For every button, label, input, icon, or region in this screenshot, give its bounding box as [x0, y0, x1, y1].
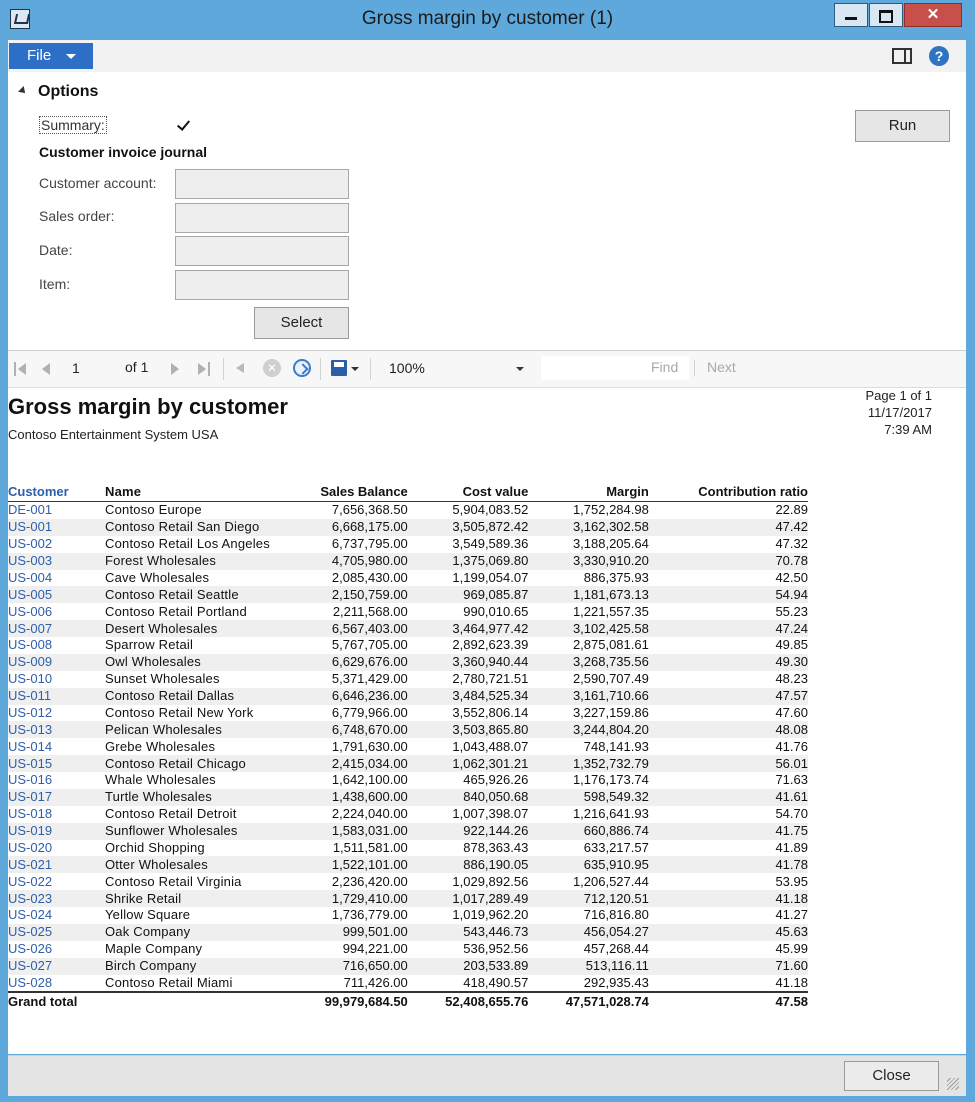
customer-link[interactable]: US-007 [8, 620, 105, 637]
sales-balance: 2,150,759.00 [281, 586, 408, 603]
total-sales-balance: 99,979,684.50 [281, 992, 408, 1011]
customer-link[interactable]: US-005 [8, 586, 105, 603]
table-row [8, 823, 808, 840]
contribution-ratio: 42.50 [775, 569, 808, 585]
column-header: Contribution ratio [649, 484, 808, 502]
margin: 598,549.32 [528, 789, 649, 806]
sales-balance: 2,224,040.00 [331, 806, 408, 822]
table-row [8, 637, 808, 654]
window-title: Gross margin by customer (1) [361, 8, 614, 29]
table-row [8, 688, 808, 705]
customer-link[interactable]: US-001 [8, 519, 105, 536]
contribution-ratio: 48.08 [649, 721, 808, 738]
table-row [8, 671, 808, 688]
customer-name: Contoso Retail Detroit [105, 806, 237, 822]
customer-link[interactable]: US-013 [8, 721, 105, 738]
table-row [8, 941, 808, 958]
date-label: Date: [39, 242, 73, 258]
customer-link[interactable]: US-022 [8, 873, 53, 889]
margin: 1,181,673.13 [528, 586, 649, 603]
margin: 3,102,425.58 [528, 620, 649, 637]
contribution-ratio: 55.23 [775, 603, 808, 619]
margin: 3,161,710.66 [528, 688, 649, 705]
summary-label: Summary: [41, 117, 105, 133]
cost-value: 5,904,083.52 [452, 502, 529, 518]
cost-value: 840,050.68 [408, 789, 529, 806]
contribution-ratio: 49.85 [775, 637, 808, 653]
file-menu-label: File [27, 47, 52, 64]
report-page [8, 388, 966, 1054]
cost-value: 536,952.56 [463, 941, 529, 957]
table-row [8, 840, 808, 857]
table-row [8, 536, 808, 553]
customer-name: Contoso Retail Seattle [105, 586, 281, 603]
sales-balance: 2,085,430.00 [331, 569, 408, 585]
section-title: Customer invoice journal [39, 144, 208, 160]
customer-name: Grebe Wholesales [105, 738, 216, 754]
customer-link[interactable]: DE-001 [8, 502, 53, 518]
margin: 3,268,735.56 [528, 654, 649, 671]
table-row [8, 924, 808, 941]
minimize-button[interactable] [834, 3, 868, 27]
customer-account-field[interactable] [175, 169, 349, 199]
report-viewer-toolbar [8, 351, 966, 388]
customer-link[interactable]: US-006 [8, 603, 53, 619]
customer-name: Pelican Wholesales [105, 721, 281, 738]
item-label: Item: [39, 276, 71, 292]
cost-value: 1,019,962.20 [452, 907, 529, 923]
customer-link[interactable]: US-017 [8, 789, 105, 806]
contribution-ratio: 53.95 [775, 873, 808, 889]
cost-value: 990,010.65 [463, 603, 529, 619]
customer-link[interactable]: US-011 [8, 688, 105, 705]
menu-bar [8, 40, 966, 72]
margin: 748,141.93 [583, 738, 649, 754]
contribution-ratio: 22.89 [775, 502, 808, 518]
table-row [8, 586, 808, 603]
cost-value: 3,484,525.34 [408, 688, 529, 705]
customer-link[interactable]: US-012 [8, 704, 53, 720]
customer-name: Orchid Shopping [105, 839, 205, 855]
contribution-ratio: 56.01 [649, 755, 808, 772]
margin: 2,590,707.49 [572, 671, 649, 687]
customer-name: Contoso Retail New York [105, 704, 254, 720]
margin: 1,216,641.93 [572, 806, 649, 822]
customer-link[interactable]: US-024 [8, 907, 53, 923]
sales-balance: 5,371,429.00 [331, 671, 408, 687]
close-button[interactable]: Close [844, 1061, 939, 1091]
margin: 1,206,527.44 [572, 873, 649, 889]
contribution-ratio: 54.70 [775, 806, 808, 822]
contribution-ratio: 41.78 [649, 856, 808, 873]
sales-balance: 6,668,175.00 [281, 519, 408, 536]
sales-balance: 6,748,670.00 [281, 721, 408, 738]
maximize-icon [879, 10, 893, 23]
summary-checkbox[interactable] [176, 117, 192, 133]
cost-value: 3,505,872.42 [408, 519, 529, 536]
sales-balance: 2,415,034.00 [281, 755, 408, 772]
cost-value: 1,062,301.21 [408, 755, 529, 772]
table-row [8, 975, 808, 993]
item-field[interactable] [175, 270, 349, 300]
customer-name: Contoso Retail San Diego [105, 519, 281, 536]
margin: 635,910.95 [528, 856, 649, 873]
total-margin: 47,571,028.74 [528, 992, 649, 1011]
stop-icon[interactable]: ✕ [263, 359, 281, 377]
sales-balance: 6,567,403.00 [281, 620, 408, 637]
sales-balance: 6,646,236.00 [281, 688, 408, 705]
column-header: Margin [528, 484, 649, 502]
contribution-ratio: 49.30 [649, 654, 808, 671]
column-header: Name [105, 484, 281, 502]
cost-value: 1,375,069.80 [408, 553, 529, 570]
cost-value: 969,085.87 [408, 586, 529, 603]
customer-name: Sunflower Wholesales [105, 823, 281, 840]
sales-balance: 2,211,568.00 [332, 603, 408, 619]
close-icon: ✕ [926, 6, 940, 23]
margin: 1,752,284.98 [572, 502, 649, 518]
page-info: Page 1 of 1 [865, 388, 932, 403]
grand-total-row [8, 992, 808, 1011]
contribution-ratio: 71.60 [649, 958, 808, 975]
margin: 3,330,910.20 [528, 553, 649, 570]
customer-name: Contoso Retail Dallas [105, 688, 281, 705]
table-row [8, 907, 808, 924]
options-panel [8, 72, 966, 351]
report-subtitle: Contoso Entertainment System USA [8, 427, 219, 442]
table-row [8, 603, 808, 620]
cost-value: 418,490.57 [463, 974, 529, 990]
customer-name: Contoso Retail Chicago [105, 755, 281, 772]
contribution-ratio: 41.61 [649, 789, 808, 806]
margin: 716,816.80 [583, 907, 649, 923]
table-row [8, 772, 808, 789]
sales-balance: 6,779,966.00 [331, 704, 408, 720]
zoom-select[interactable]: 100% [389, 360, 425, 376]
column-header: Customer [8, 484, 105, 502]
customer-name: Maple Company [105, 941, 203, 957]
contribution-ratio: 41.18 [649, 890, 808, 907]
customer-name: Cave Wholesales [105, 569, 210, 585]
cost-value: 1,017,289.49 [408, 890, 529, 907]
table-row [8, 721, 808, 738]
customer-link[interactable]: US-004 [8, 569, 53, 585]
customer-link[interactable]: US-026 [8, 941, 53, 957]
sales-balance: 999,501.00 [281, 924, 408, 941]
customer-link[interactable]: US-025 [8, 924, 105, 941]
customer-name: Contoso Retail Portland [105, 603, 247, 619]
sales-balance: 6,629,676.00 [281, 654, 408, 671]
total-cost-value: 52,408,655.76 [408, 992, 529, 1011]
customer-name: Birch Company [105, 958, 281, 975]
find-next-button[interactable]: Next [707, 359, 736, 375]
cost-value: 1,029,892.56 [452, 873, 529, 889]
margin: 292,935.43 [583, 974, 649, 990]
column-header: Cost value [408, 484, 529, 502]
customer-link[interactable]: US-009 [8, 654, 105, 671]
page-count: of 1 [125, 359, 149, 375]
sales-balance: 716,650.00 [281, 958, 408, 975]
cost-value: 2,780,721.51 [452, 671, 529, 687]
contribution-ratio: 45.63 [649, 924, 808, 941]
maximize-button[interactable] [869, 3, 903, 27]
sales-balance: 711,426.00 [343, 974, 408, 990]
sales-balance: 2,236,420.00 [331, 873, 408, 889]
sales-order-label: Sales order: [39, 208, 115, 224]
cost-value: 3,360,940.44 [408, 654, 529, 671]
margin: 1,221,557.35 [572, 603, 649, 619]
margin: 1,352,732.79 [528, 755, 649, 772]
chevron-down-icon[interactable] [516, 367, 524, 371]
run-button[interactable]: Run [855, 110, 950, 142]
resize-grip-icon[interactable] [947, 1078, 959, 1090]
margin: 513,116.11 [528, 958, 649, 975]
cost-value: 465,926.26 [463, 772, 529, 788]
margin: 886,375.93 [583, 569, 649, 585]
sales-balance: 1,642,100.00 [331, 772, 408, 788]
contribution-ratio: 71.63 [775, 772, 808, 788]
report-date: 11/17/2017 [867, 405, 932, 420]
table-row [8, 519, 808, 536]
table-row [8, 553, 808, 570]
customer-name: Sunset Wholesales [105, 671, 220, 687]
previous-page-icon[interactable] [42, 363, 50, 375]
margin: 633,217.57 [583, 839, 649, 855]
customer-link[interactable]: US-020 [8, 839, 53, 855]
customer-name: Whale Wholesales [105, 772, 216, 788]
file-menu-button[interactable] [9, 43, 93, 69]
contribution-ratio: 54.94 [649, 586, 808, 603]
table-row [8, 620, 808, 637]
cost-value: 886,190.05 [408, 856, 529, 873]
customer-name: Shrike Retail [105, 890, 281, 907]
customer-link[interactable]: US-019 [8, 823, 105, 840]
report-time: 7:39 AM [884, 422, 932, 437]
customer-name: Sparrow Retail [105, 637, 194, 653]
cost-value: 1,043,488.07 [452, 738, 529, 754]
margin: 3,227,159.86 [572, 704, 649, 720]
cost-value: 543,446.73 [408, 924, 529, 941]
customer-name: Owl Wholesales [105, 654, 281, 671]
sales-balance: 4,705,980.00 [281, 553, 408, 570]
contribution-ratio: 41.89 [775, 839, 808, 855]
contribution-ratio: 47.32 [775, 536, 808, 552]
contribution-ratio: 41.18 [775, 974, 808, 990]
contribution-ratio: 41.76 [775, 738, 808, 754]
chevron-down-icon [66, 54, 76, 59]
table-row [8, 890, 808, 907]
toolbar-separator [370, 358, 371, 380]
sales-balance: 1,511,581.00 [332, 839, 408, 855]
sales-balance: 6,737,795.00 [331, 536, 408, 552]
customer-link[interactable]: US-021 [8, 856, 105, 873]
back-icon[interactable] [236, 363, 244, 373]
sales-balance: 5,767,705.00 [331, 637, 408, 653]
table-row [8, 654, 808, 671]
table-header-row [8, 484, 808, 502]
customer-name: Contoso Europe [105, 502, 202, 518]
dialog-footer [8, 1055, 966, 1096]
title-bar[interactable] [0, 0, 975, 40]
customer-name: Desert Wholesales [105, 620, 281, 637]
cost-value: 3,552,806.14 [452, 704, 529, 720]
total-contribution-ratio: 47.58 [649, 992, 808, 1011]
contribution-ratio: 47.60 [775, 704, 808, 720]
date-field[interactable] [175, 236, 349, 266]
close-window-button[interactable] [904, 3, 962, 27]
table-row [8, 789, 808, 806]
toolbar-separator [320, 358, 321, 380]
help-icon[interactable]: ? [929, 46, 949, 66]
contribution-ratio: 41.75 [649, 823, 808, 840]
customer-link[interactable]: US-003 [8, 553, 105, 570]
customer-link[interactable]: US-014 [8, 738, 53, 754]
select-button[interactable]: Select [254, 307, 349, 339]
sales-balance: 1,729,410.00 [281, 890, 408, 907]
layout-icon[interactable] [892, 48, 912, 64]
total-label: Grand total [8, 992, 105, 1011]
table-row [8, 806, 808, 823]
table-row [8, 502, 808, 519]
cost-value: 3,464,977.42 [408, 620, 529, 637]
cost-value: 203,533.89 [408, 958, 529, 975]
contribution-ratio: 45.99 [775, 941, 808, 957]
margin: 2,875,081.61 [572, 637, 649, 653]
sales-balance: 994,221.00 [342, 941, 408, 957]
column-header: Sales Balance [281, 484, 408, 502]
table-row [8, 705, 808, 722]
table-row [8, 958, 808, 975]
sales-balance: 1,736,779.00 [331, 907, 408, 923]
customer-link[interactable]: US-015 [8, 755, 105, 772]
contribution-ratio: 47.42 [649, 519, 808, 536]
cost-value: 1,007,398.07 [452, 806, 529, 822]
contribution-ratio: 47.57 [649, 688, 808, 705]
customer-name: Contoso Retail Los Angeles [105, 536, 270, 552]
customer-name: Turtle Wholesales [105, 789, 281, 806]
minimize-icon [845, 17, 857, 20]
report-title: Gross margin by customer [8, 394, 288, 419]
customer-name: Forest Wholesales [105, 553, 281, 570]
customer-name: Contoso Retail Miami [105, 974, 233, 990]
customer-name: Contoso Retail Virginia [105, 873, 242, 889]
options-header[interactable]: Options [38, 83, 99, 100]
sales-balance: 1,438,600.00 [281, 789, 408, 806]
current-page-input[interactable]: 1 [72, 360, 80, 376]
margin: 1,176,173.74 [572, 772, 649, 788]
customer-link[interactable]: US-027 [8, 958, 105, 975]
sales-balance: 1,583,031.00 [281, 823, 408, 840]
total-name [105, 992, 281, 1011]
sales-balance: 7,656,368.50 [331, 502, 408, 518]
first-page-icon[interactable] [14, 362, 27, 376]
customer-link[interactable]: US-010 [8, 671, 53, 687]
table-row [8, 570, 808, 587]
collapse-icon[interactable] [18, 86, 28, 96]
table-row [8, 738, 808, 755]
margin: 712,120.51 [528, 890, 649, 907]
customer-link[interactable]: US-023 [8, 890, 105, 907]
table-row [8, 873, 808, 890]
report-table [8, 484, 808, 1011]
margin: 3,188,205.64 [572, 536, 649, 552]
sales-order-field[interactable] [175, 203, 349, 233]
last-page-icon[interactable] [198, 362, 211, 376]
chevron-down-icon[interactable] [351, 367, 359, 371]
customer-link[interactable]: US-002 [8, 536, 53, 552]
customer-name: Yellow Square [105, 907, 191, 923]
contribution-ratio: 48.23 [775, 671, 808, 687]
table-row [8, 755, 808, 772]
margin: 3,162,302.58 [528, 519, 649, 536]
toolbar-separator [223, 358, 224, 380]
sales-balance: 1,791,630.00 [331, 738, 408, 754]
cost-value: 3,503,865.80 [408, 721, 529, 738]
customer-link[interactable]: US-028 [8, 974, 53, 990]
cost-value: 1,199,054.07 [452, 569, 529, 585]
customer-name: Oak Company [105, 924, 281, 941]
next-page-icon[interactable] [171, 363, 179, 375]
margin: 3,244,804.20 [528, 721, 649, 738]
cost-value: 878,363.43 [463, 839, 529, 855]
contribution-ratio: 41.27 [775, 907, 808, 923]
margin: 456,054.27 [528, 924, 649, 941]
find-button[interactable]: Find [651, 359, 679, 375]
customer-link[interactable]: US-016 [8, 772, 53, 788]
contribution-ratio: 70.78 [649, 553, 808, 570]
toolbar-separator [694, 360, 695, 376]
customer-link[interactable]: US-008 [8, 637, 53, 653]
export-icon[interactable] [331, 360, 347, 376]
margin: 660,886.74 [528, 823, 649, 840]
cost-value: 2,892,623.39 [452, 637, 529, 653]
customer-link[interactable]: US-018 [8, 806, 53, 822]
cost-value: 922,144.26 [408, 823, 529, 840]
customer-account-label: Customer account: [39, 175, 157, 191]
table-row [8, 856, 808, 873]
sales-balance: 1,522,101.00 [281, 856, 408, 873]
cost-value: 3,549,589.36 [452, 536, 529, 552]
contribution-ratio: 47.24 [649, 620, 808, 637]
refresh-icon[interactable] [293, 359, 311, 377]
margin: 457,268.44 [583, 941, 649, 957]
customer-name: Otter Wholesales [105, 856, 281, 873]
